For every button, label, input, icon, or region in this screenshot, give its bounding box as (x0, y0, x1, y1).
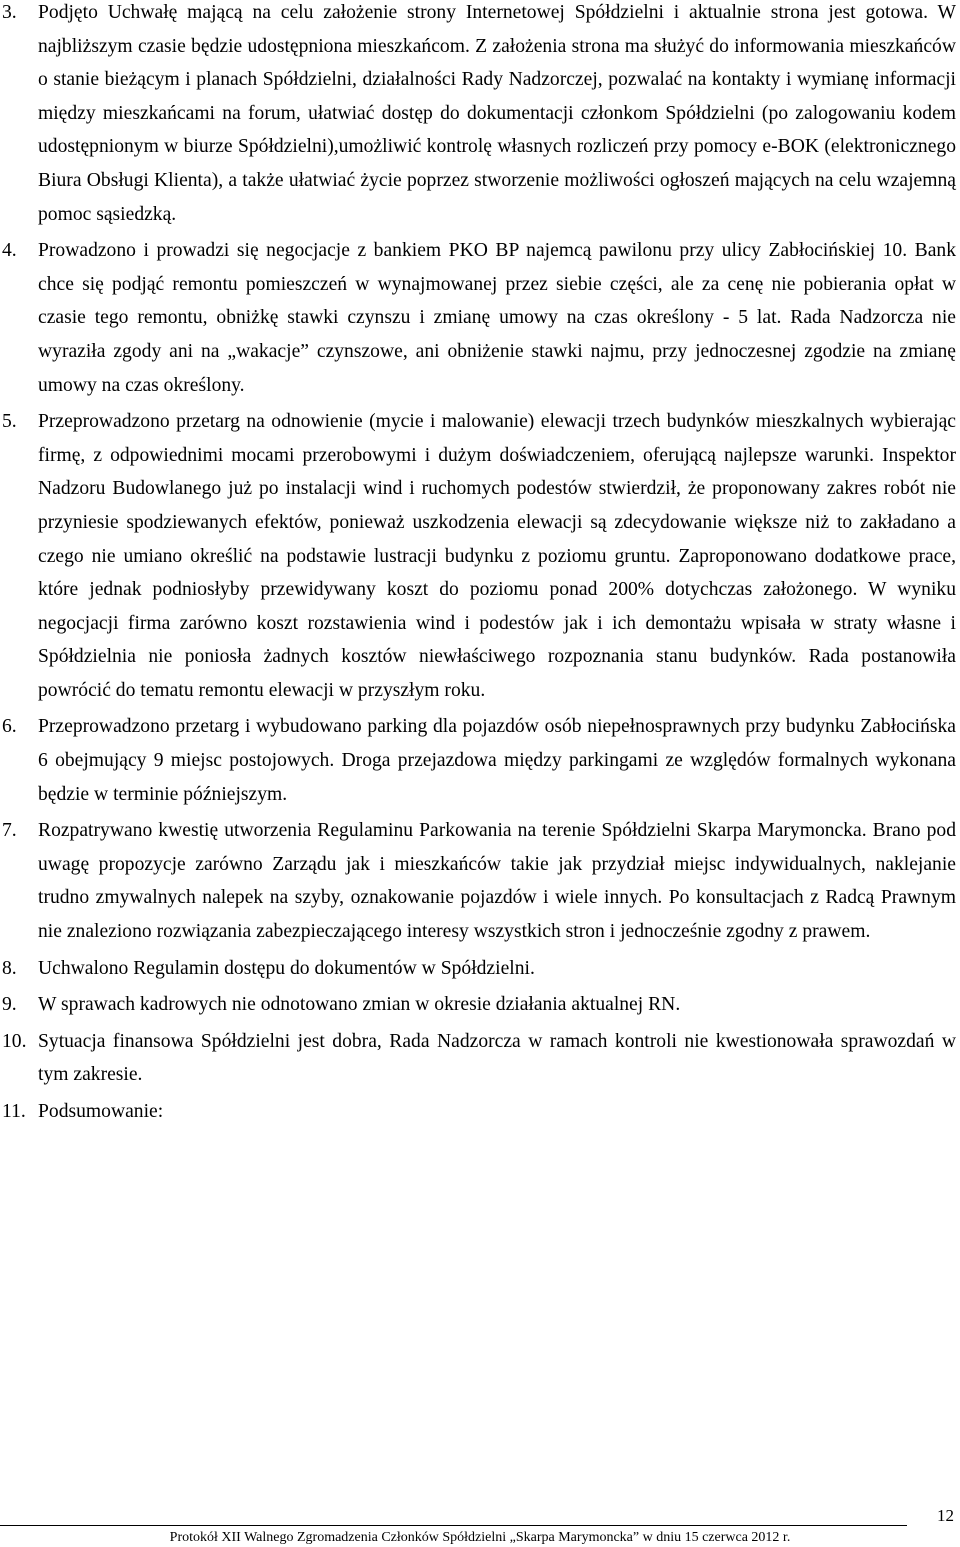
footer-divider (0, 1525, 907, 1526)
list-item-text: Przeprowadzono przetarg i wybudowano parking dla pojazdów osób niepełnosprawnych przy budynku Zabłocińska 6 obejmujący 9 miejsc postojowych. Droga przejazdowa między parkingami ze względów formalnych wykonana będzie w terminie późniejszym. (38, 716, 956, 805)
list-item-number: 9. (2, 994, 17, 1016)
list-item-text: Rozpatrywano kwestię utworzenia Regulaminu Parkowania na terenie Spółdzielni Skarpa Marymoncka. Brano pod uwagę propozycje zarówno Zarządu jak i mieszkańców takie jak przydział miejsc indywidualnych, naklejanie trudno zmywalnych nalepek na szyby, oznakowanie pojazdów i wiele innych. Po konsultacjach z Radcą Prawnym nie znaleziono rozwiązania zabezpieczającego interesy wszystkich stron i jednocześnie zgodny z prawem. (38, 820, 956, 943)
list-item-number: 6. (2, 716, 17, 738)
list-item-text: Podsumowanie: (38, 1101, 164, 1122)
page-footer: Protokół XII Walnego Zgromadzenia Członków Spółdzielni „Skarpa Marymoncka” w dniu 15 czerwca 2012 r. (169, 1530, 791, 1545)
list-item-number: 11. (2, 1101, 26, 1122)
list-item-4 (0, 234, 960, 402)
list-item-11 (0, 1095, 960, 1129)
list-item-number: 5. (2, 411, 17, 433)
list-item-text: W sprawach kadrowych nie odnotowano zmian w okresie działania aktualnej RN. (38, 994, 681, 1016)
page-number: 12 (937, 1506, 954, 1525)
list-item-8 (0, 952, 960, 986)
list-item-text: Podjęto Uchwałę mającą na celu założenie strony Internetowej Spółdzielni i aktualnie strona jest gotowa. W najbliższym czasie będzie udostępniona mieszkańcom. Z założenia strona ma służyć do informowania mieszkańców o stanie bieżącym i planach Spółdzielni, działalności Rady Nadzorczej, pozwalać na kontakty i wymianę informacji między mieszkańcami na forum, ułatwiać dostęp do dokumentacji członkom Spółdzielni (po zalogowaniu kodem udostępnionym w biurze Spółdzielni),umożliwić kontrolę własnych rozliczeń przy pomocy e-BOK (elektronicznego Biura Obsługi Klienta), a także ułatwiać życie poprzez stworzenie możliwości ogłoszeń mających na celu wzajemną pomoc sąsiedzką. (38, 2, 956, 225)
list-item-number: 7. (2, 820, 17, 842)
list-item-6 (0, 710, 960, 811)
list-item-text: Uchwalono Regulamin dostępu do dokumentów w Spółdzielni. (38, 957, 535, 979)
list-item-number: 10. (2, 1030, 27, 1052)
list-item-text: Przeprowadzono przetarg na odnowienie (mycie i malowanie) elewacji trzech budynków mieszkalnych wybierając firmę, z odpowiednimi mocami przerobowymi i dużym doświadczeniem, oferującą najlepsze warunki. Inspektor Nadzoru Budowlanego już po instalacji wind i ruchomych podestów stwierdził, że proponowany zakres robót nie przyniesie spodziewanych efektów, ponieważ uszkodzenia elewacji są zdecydowanie większe niż to zakładano a czego nie umiano określić na podstawie lustracji budynku z poziomu gruntu. Zaproponowano dodatkowe prace, które jednak podniosłyby przewidywany koszt do poziomu ponad 200% dotychczas założonego. W wyniku negocjacji firma zarówno koszt rozstawienia wind i podestów jak i ich demontażu wpisała w straty własne i Spółdzielnia nie poniosła żadnych kosztów niewłaściwego rozpoznania stanu budynków. Rada postanowiła powrócić do tematu remontu elewacji w przyszłym roku. (38, 411, 956, 701)
list-item-10 (0, 1025, 960, 1092)
list-item-5 (0, 405, 960, 707)
list-item-9 (0, 988, 960, 1022)
list-item-text: Sytuacja finansowa Spółdzielni jest dobra, Rada Nadzorcza w ramach kontroli nie kwestionowała sprawozdań w tym zakresie. (38, 1030, 956, 1086)
list-item-3 (0, 0, 960, 231)
list-item-number: 4. (2, 240, 17, 262)
list-item-7 (0, 814, 960, 948)
list-item-text: Prowadzono i prowadzi się negocjacje z bankiem PKO BP najemcą pawilonu przy ulicy Zabłocińskiej 10. Bank chce się podjąć remontu pomieszczeń w wynajmowanej przez siebie części, ale za cenę nie pobierania opłat w czasie tego remontu, obniżkę stawki czynszu i zmianę umowy na czas określony - 5 lat. Rada Nadzorcza nie wyraziła zgody ani na „wakacje” czynszowe, ani obniżenie stawki najmu, przy jednoczesnej zgodzie na zmianę umowy na czas określony. (38, 240, 956, 396)
list-item-number: 3. (2, 2, 17, 23)
list-item-number: 8. (2, 957, 17, 979)
